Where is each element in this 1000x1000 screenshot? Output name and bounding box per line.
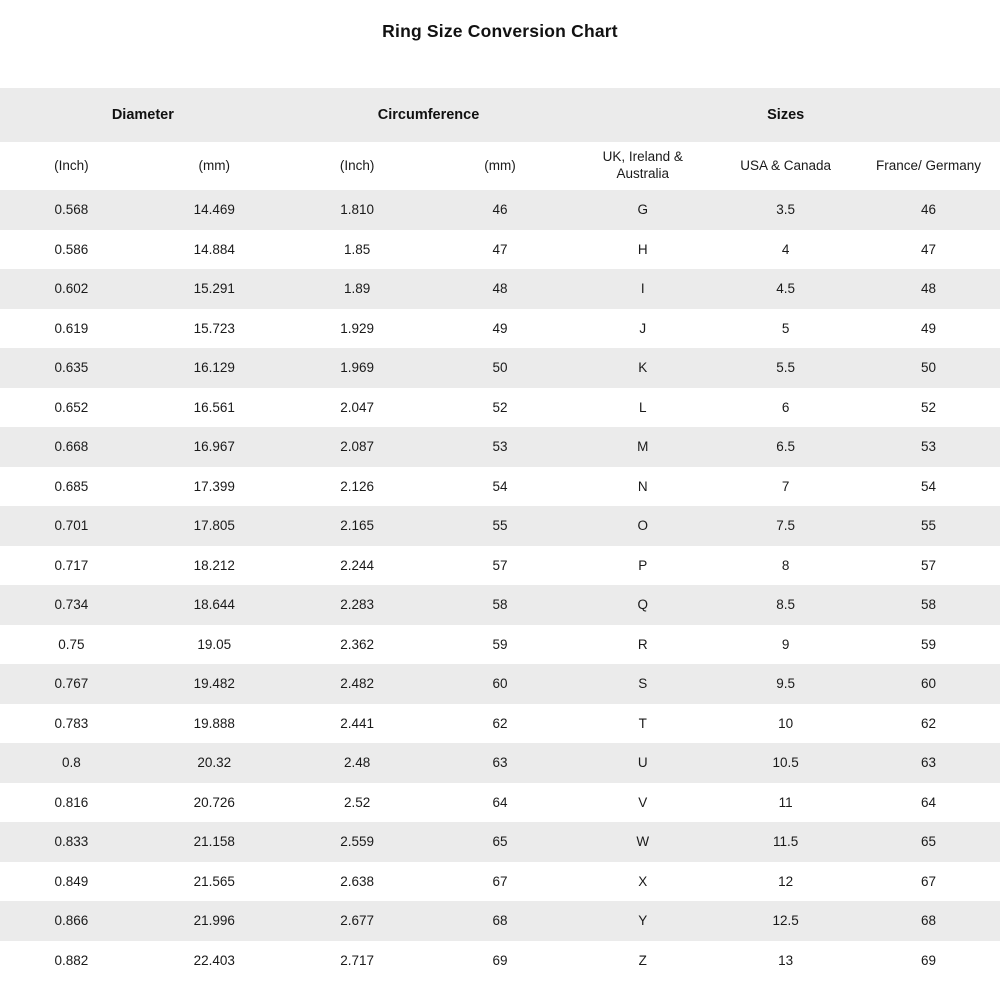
cell: 2.48 [286, 743, 429, 783]
cell: 20.726 [193, 794, 235, 810]
cell: 3.5 [714, 190, 857, 230]
cell: T [638, 715, 647, 731]
cell: 2.087 [286, 427, 429, 467]
cell: 0.685 [54, 478, 89, 494]
cell: 7.5 [714, 506, 857, 546]
cell: 12.5 [714, 901, 857, 941]
table-row [0, 546, 1000, 586]
cell: 16.967 [143, 427, 286, 467]
cell: 8 [781, 557, 790, 573]
cell: 2.638 [340, 873, 374, 889]
table-row [0, 427, 1000, 467]
cell: 63 [429, 743, 572, 783]
ring-size-table [0, 88, 1000, 980]
cell: 22.403 [193, 952, 235, 968]
cell: 0.816 [54, 794, 89, 810]
cell: 46 [857, 190, 1000, 230]
column-header-diameter-inch: (Inch) [0, 142, 143, 190]
cell: 11 [778, 794, 793, 810]
table-row [0, 388, 1000, 428]
cell: 48 [429, 269, 572, 309]
cell: 59 [921, 636, 937, 652]
cell: 57 [492, 557, 508, 573]
cell: 2.677 [286, 901, 429, 941]
cell: 69 [492, 952, 508, 968]
table-row [0, 506, 1000, 546]
table-row [0, 822, 1000, 862]
cell: 1.85 [343, 241, 371, 257]
cell: 68 [429, 901, 572, 941]
cell: 13 [778, 952, 794, 968]
cell: P [638, 557, 648, 573]
cell: 0.586 [54, 241, 89, 257]
cell: 5 [781, 320, 790, 336]
cell: 21.996 [143, 901, 286, 941]
cell: 9.5 [714, 664, 857, 704]
cell: 58 [857, 585, 1000, 625]
cell: L [639, 399, 647, 415]
table-row [0, 190, 1000, 230]
cell: 19.888 [193, 715, 235, 731]
cell: 53 [429, 427, 572, 467]
cell: 62 [492, 715, 508, 731]
cell: 0.602 [0, 269, 143, 309]
cell: 0.767 [0, 664, 143, 704]
cell: 49 [492, 320, 508, 336]
cell: 16.129 [143, 348, 286, 388]
cell: 47 [492, 241, 508, 257]
cell: 47 [921, 241, 937, 257]
cell: 4 [781, 241, 790, 257]
group-header-diameter: Diameter [0, 88, 286, 142]
page-title: Ring Size Conversion Chart [382, 21, 618, 41]
cell: 0.635 [0, 348, 143, 388]
cell: W [571, 822, 714, 862]
cell: 0.568 [0, 190, 143, 230]
cell: 2.482 [286, 664, 429, 704]
table-row [0, 348, 1000, 388]
cell: 6 [781, 399, 790, 415]
column-header-france-germany: France/ Germany [857, 142, 1000, 190]
cell: 2.244 [340, 557, 374, 573]
table-row [0, 309, 1000, 349]
cell: 65 [429, 822, 572, 862]
cell: 0.75 [58, 636, 85, 652]
cell: 69 [921, 952, 937, 968]
cell: 2.717 [340, 952, 374, 968]
cell: 0.717 [54, 557, 89, 573]
cell: G [571, 190, 714, 230]
table-row [0, 664, 1000, 704]
group-header-sizes: Sizes [571, 88, 1000, 142]
sub-header-row [0, 142, 1000, 190]
cell: 0.882 [54, 952, 89, 968]
cell: 52 [921, 399, 937, 415]
cell: 1.810 [286, 190, 429, 230]
cell: 55 [429, 506, 572, 546]
cell: 60 [857, 664, 1000, 704]
table-row [0, 467, 1000, 507]
cell: 1.969 [286, 348, 429, 388]
cell: 17.805 [143, 506, 286, 546]
cell: 52 [492, 399, 508, 415]
cell: N [637, 478, 648, 494]
cell: 10 [778, 715, 794, 731]
table-row [0, 862, 1000, 902]
cell: 9 [781, 636, 790, 652]
cell: 0.8 [0, 743, 143, 783]
table-header [0, 88, 1000, 190]
cell: 48 [857, 269, 1000, 309]
cell: 67 [492, 873, 508, 889]
cell: 64 [492, 794, 508, 810]
cell: 5.5 [714, 348, 857, 388]
cell: 20.32 [143, 743, 286, 783]
cell: 17.399 [193, 478, 235, 494]
cell: 15.723 [193, 320, 235, 336]
cell: 67 [921, 873, 937, 889]
column-header-uk-ireland-australia: UK, Ireland & Australia [571, 142, 714, 190]
cell: 0.866 [0, 901, 143, 941]
cell: 0.833 [0, 822, 143, 862]
table-row [0, 743, 1000, 783]
cell: 2.126 [340, 478, 374, 494]
table-row [0, 585, 1000, 625]
table-row [0, 783, 1000, 823]
cell: 2.283 [286, 585, 429, 625]
cell: 64 [921, 794, 937, 810]
cell: K [571, 348, 714, 388]
cell: 58 [429, 585, 572, 625]
cell: 0.652 [54, 399, 89, 415]
cell: 14.884 [193, 241, 235, 257]
cell: 0.668 [0, 427, 143, 467]
table-body [0, 190, 1000, 980]
column-header-diameter-mm: (mm) [143, 142, 286, 190]
cell: 63 [857, 743, 1000, 783]
cell: I [571, 269, 714, 309]
cell: 46 [429, 190, 572, 230]
cell: 2.165 [286, 506, 429, 546]
cell: 0.783 [54, 715, 89, 731]
cell: H [637, 241, 648, 257]
cell: 65 [857, 822, 1000, 862]
cell: 2.559 [286, 822, 429, 862]
table-row [0, 941, 1000, 981]
cell: 50 [857, 348, 1000, 388]
cell: Y [571, 901, 714, 941]
cell: 59 [492, 636, 508, 652]
cell: 11.5 [714, 822, 857, 862]
cell: 6.5 [714, 427, 857, 467]
cell: 18.644 [143, 585, 286, 625]
cell: Z [638, 952, 647, 968]
cell: 2.52 [343, 794, 371, 810]
cell: 0.701 [0, 506, 143, 546]
cell: 0.849 [54, 873, 89, 889]
cell: Q [571, 585, 714, 625]
cell: 54 [921, 478, 937, 494]
cell: R [637, 636, 648, 652]
cell: 50 [429, 348, 572, 388]
column-header-circumference-inch: (Inch) [286, 142, 429, 190]
cell: X [638, 873, 648, 889]
cell: S [571, 664, 714, 704]
cell: 21.565 [193, 873, 235, 889]
cell: 57 [921, 557, 937, 573]
column-header-usa-canada: USA & Canada [714, 142, 857, 190]
cell: 62 [921, 715, 937, 731]
table-row [0, 269, 1000, 309]
cell: 12 [778, 873, 794, 889]
cell: 15.291 [143, 269, 286, 309]
table-row [0, 625, 1000, 665]
cell: 19.482 [143, 664, 286, 704]
cell: 10.5 [714, 743, 857, 783]
cell: 19.05 [197, 636, 232, 652]
group-header-circumference: Circumference [286, 88, 572, 142]
cell: 2.441 [340, 715, 374, 731]
cell: 60 [429, 664, 572, 704]
cell: 0.619 [54, 320, 89, 336]
cell: 4.5 [714, 269, 857, 309]
cell: 49 [921, 320, 937, 336]
cell: 0.734 [0, 585, 143, 625]
cell: 2.362 [340, 636, 374, 652]
cell: 21.158 [143, 822, 286, 862]
cell: M [571, 427, 714, 467]
table-row [0, 230, 1000, 270]
cell: 54 [492, 478, 508, 494]
cell: 55 [857, 506, 1000, 546]
cell: 1.929 [340, 320, 374, 336]
cell: U [571, 743, 714, 783]
cell: O [571, 506, 714, 546]
cell: 16.561 [193, 399, 235, 415]
cell: 7 [781, 478, 790, 494]
cell: V [638, 794, 648, 810]
cell: 1.89 [286, 269, 429, 309]
column-header-circumference-mm: (mm) [429, 142, 572, 190]
group-header-row [0, 88, 1000, 142]
cell: 2.047 [340, 399, 374, 415]
table-row [0, 704, 1000, 744]
cell: 8.5 [714, 585, 857, 625]
cell: 14.469 [143, 190, 286, 230]
cell: J [639, 320, 647, 336]
table-row [0, 901, 1000, 941]
cell: 53 [857, 427, 1000, 467]
cell: 18.212 [193, 557, 235, 573]
cell: 68 [857, 901, 1000, 941]
